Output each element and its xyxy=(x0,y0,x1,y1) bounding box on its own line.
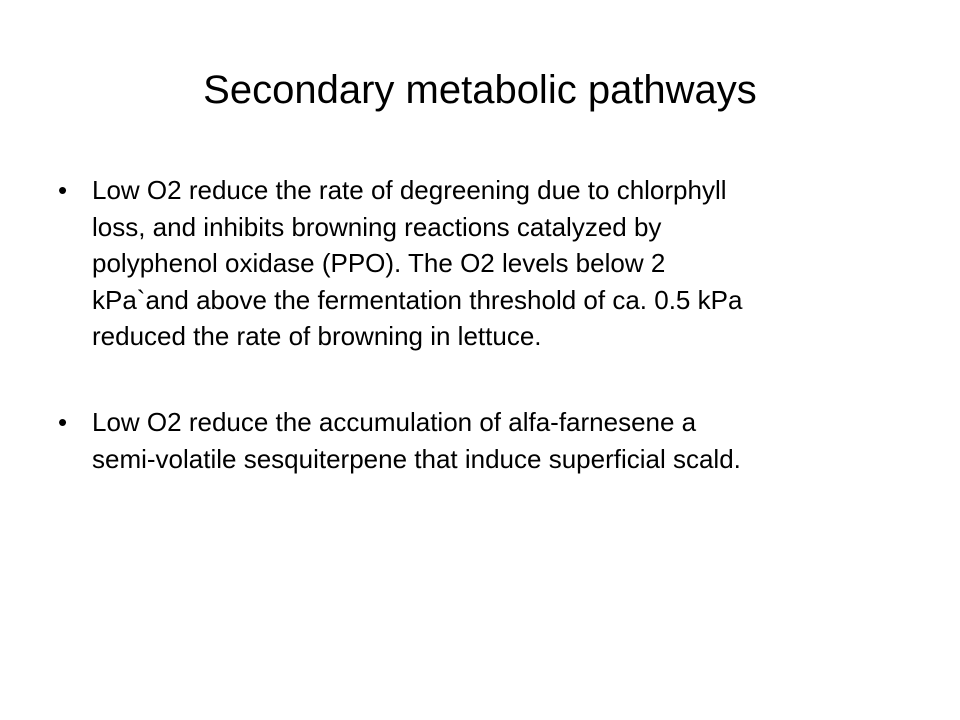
bullet-1-line-5: reduced the rate of browning in lettuce. xyxy=(92,321,542,352)
bullet-marker: • xyxy=(58,406,68,437)
bullet-2-line-2: semi-volatile sesquiterpene that induce superficial scald. xyxy=(92,443,741,474)
bullet-item-1 xyxy=(56,172,916,355)
bullet-item-2 xyxy=(56,404,916,477)
bullet-2-line-1: Low O2 reduce the accumulation of alfa-farnesene a xyxy=(92,406,697,437)
bullet-1-line-2: loss, and inhibits browning reactions catalyzed by xyxy=(92,211,662,242)
bullet-1-line-4: kPa`and above the fermentation threshold of ca. 0.5 kPa xyxy=(92,284,743,315)
bullet-1-line-1: Low O2 reduce the rate of degreening due to chlorphyll xyxy=(92,175,727,205)
bullet-marker: • xyxy=(58,175,68,205)
bullet-1-line-3: polyphenol oxidase (PPO). The O2 levels below 2 xyxy=(92,248,666,279)
slide-title: Secondary metabolic pathways xyxy=(203,68,757,112)
bullet-list xyxy=(56,172,916,477)
